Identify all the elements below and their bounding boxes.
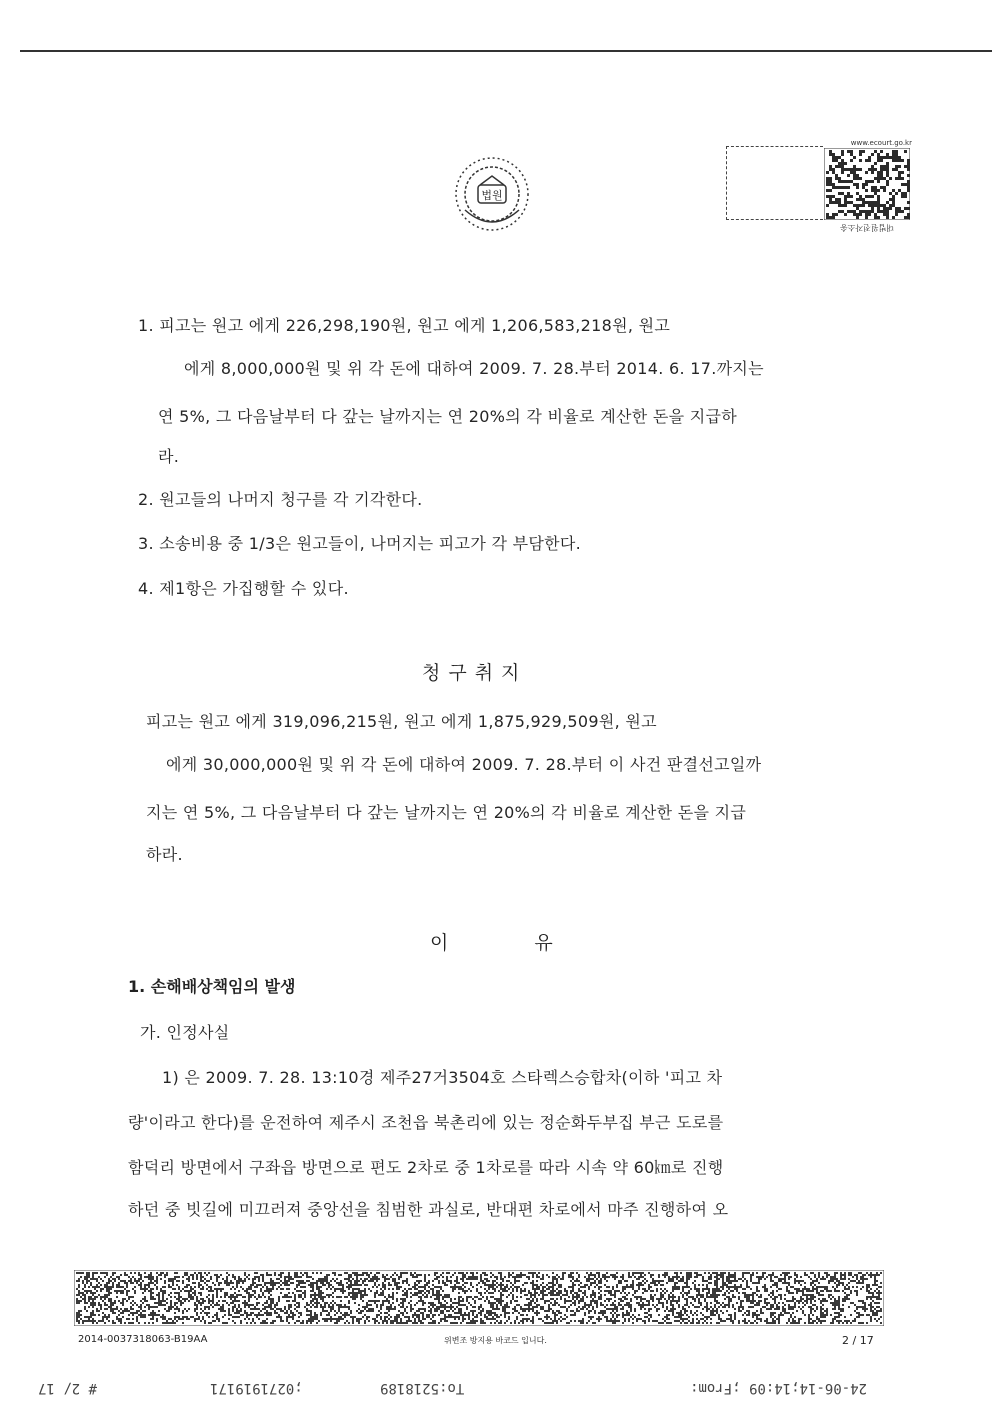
claim-heading: 청구취지 [422,662,528,684]
page-number: 2 / 17 [842,1334,874,1347]
reason-line: 함덕리 방면에서 구좌읍 방면으로 편도 2차로 중 1차로를 따라 시속 약 60㎞로 진행 [128,1158,724,1177]
qr-code-icon [824,148,910,220]
reason-line: 1) 은 2009. 7. 28. 13:10경 제주27거3504호 스타렉스승합차(이하 '피고 차 [162,1068,723,1087]
reason-line: 하던 중 빗길에 미끄러져 중앙선을 침범한 과실로, 반대편 차로에서 마주 진행하여 오 [128,1200,729,1219]
seal-label: 법원 [481,189,503,202]
reason-line: 량'이라고 한다)를 운전하여 제주시 조천읍 북촌리에 있는 정순화두부집 부근 도로를 [128,1113,724,1132]
judgment-item-1: 1. 피고는 원고 에게 226,298,190원, 원고 에게 1,206,583,218원, 원고 [138,316,671,335]
claim-line: 지는 연 5%, 그 다음날부터 다 갚는 날까지는 연 20%의 각 비율로 계산한 돈을 지급 [146,803,747,822]
judgment-item-4: 4. 제1항은 가집행할 수 있다. [138,579,349,598]
judgment-item-3: 3. 소송비용 중 1/3은 원고들이, 나머지는 피고가 각 부담한다. [138,534,582,553]
reasons-heading: 이 유 [430,932,593,954]
judgment-item-2: 2. 원고들의 나머지 청구를 각 기각한다. [138,490,423,509]
claim-line: 에게 30,000,000원 및 위 각 돈에 대하여 2009. 7. 28.부터 이 사건 판결선고일까 [166,755,762,774]
document-id: 2014-0037318063-B19AA [78,1334,208,1345]
section-title: 1. 손해배상책임의 발생 [128,977,296,996]
judgment-item-1-cont: 에게 8,000,000원 및 위 각 돈에 대하여 2009. 7. 28.부터 2014. 6. 17.까지는 [184,359,764,378]
barcode-notice: 위변조 방지용 바코드 입니다. [444,1336,547,1345]
top-rule [20,50,992,52]
subsection-title: 가. 인정사실 [140,1023,230,1042]
fax-header-right: ;0271919171 [210,1380,303,1396]
judgment-item-1-cont: 라. [158,447,180,466]
anti-forgery-barcode [74,1270,884,1326]
court-url: www.ecourt.go.kr [850,139,912,147]
claim-line: 하라. [146,845,183,864]
claim-line: 피고는 원고 에게 319,096,215원, 원고 에게 1,875,929,509원, 원고 [146,712,657,731]
fax-header-left: 24-06-14;14:09 ;From: [690,1380,868,1396]
fax-page: # 2/ 17 [38,1380,98,1396]
fax-header-center: To:5218189 [380,1380,465,1396]
court-seal-icon [447,150,537,238]
qr-frame [726,146,823,220]
qr-caption: 대법원전자소송 [839,223,895,232]
judgment-item-1-cont: 연 5%, 그 다음날부터 다 갚는 날까지는 연 20%의 각 비율로 계산한 돈을 지급하 [158,407,738,426]
